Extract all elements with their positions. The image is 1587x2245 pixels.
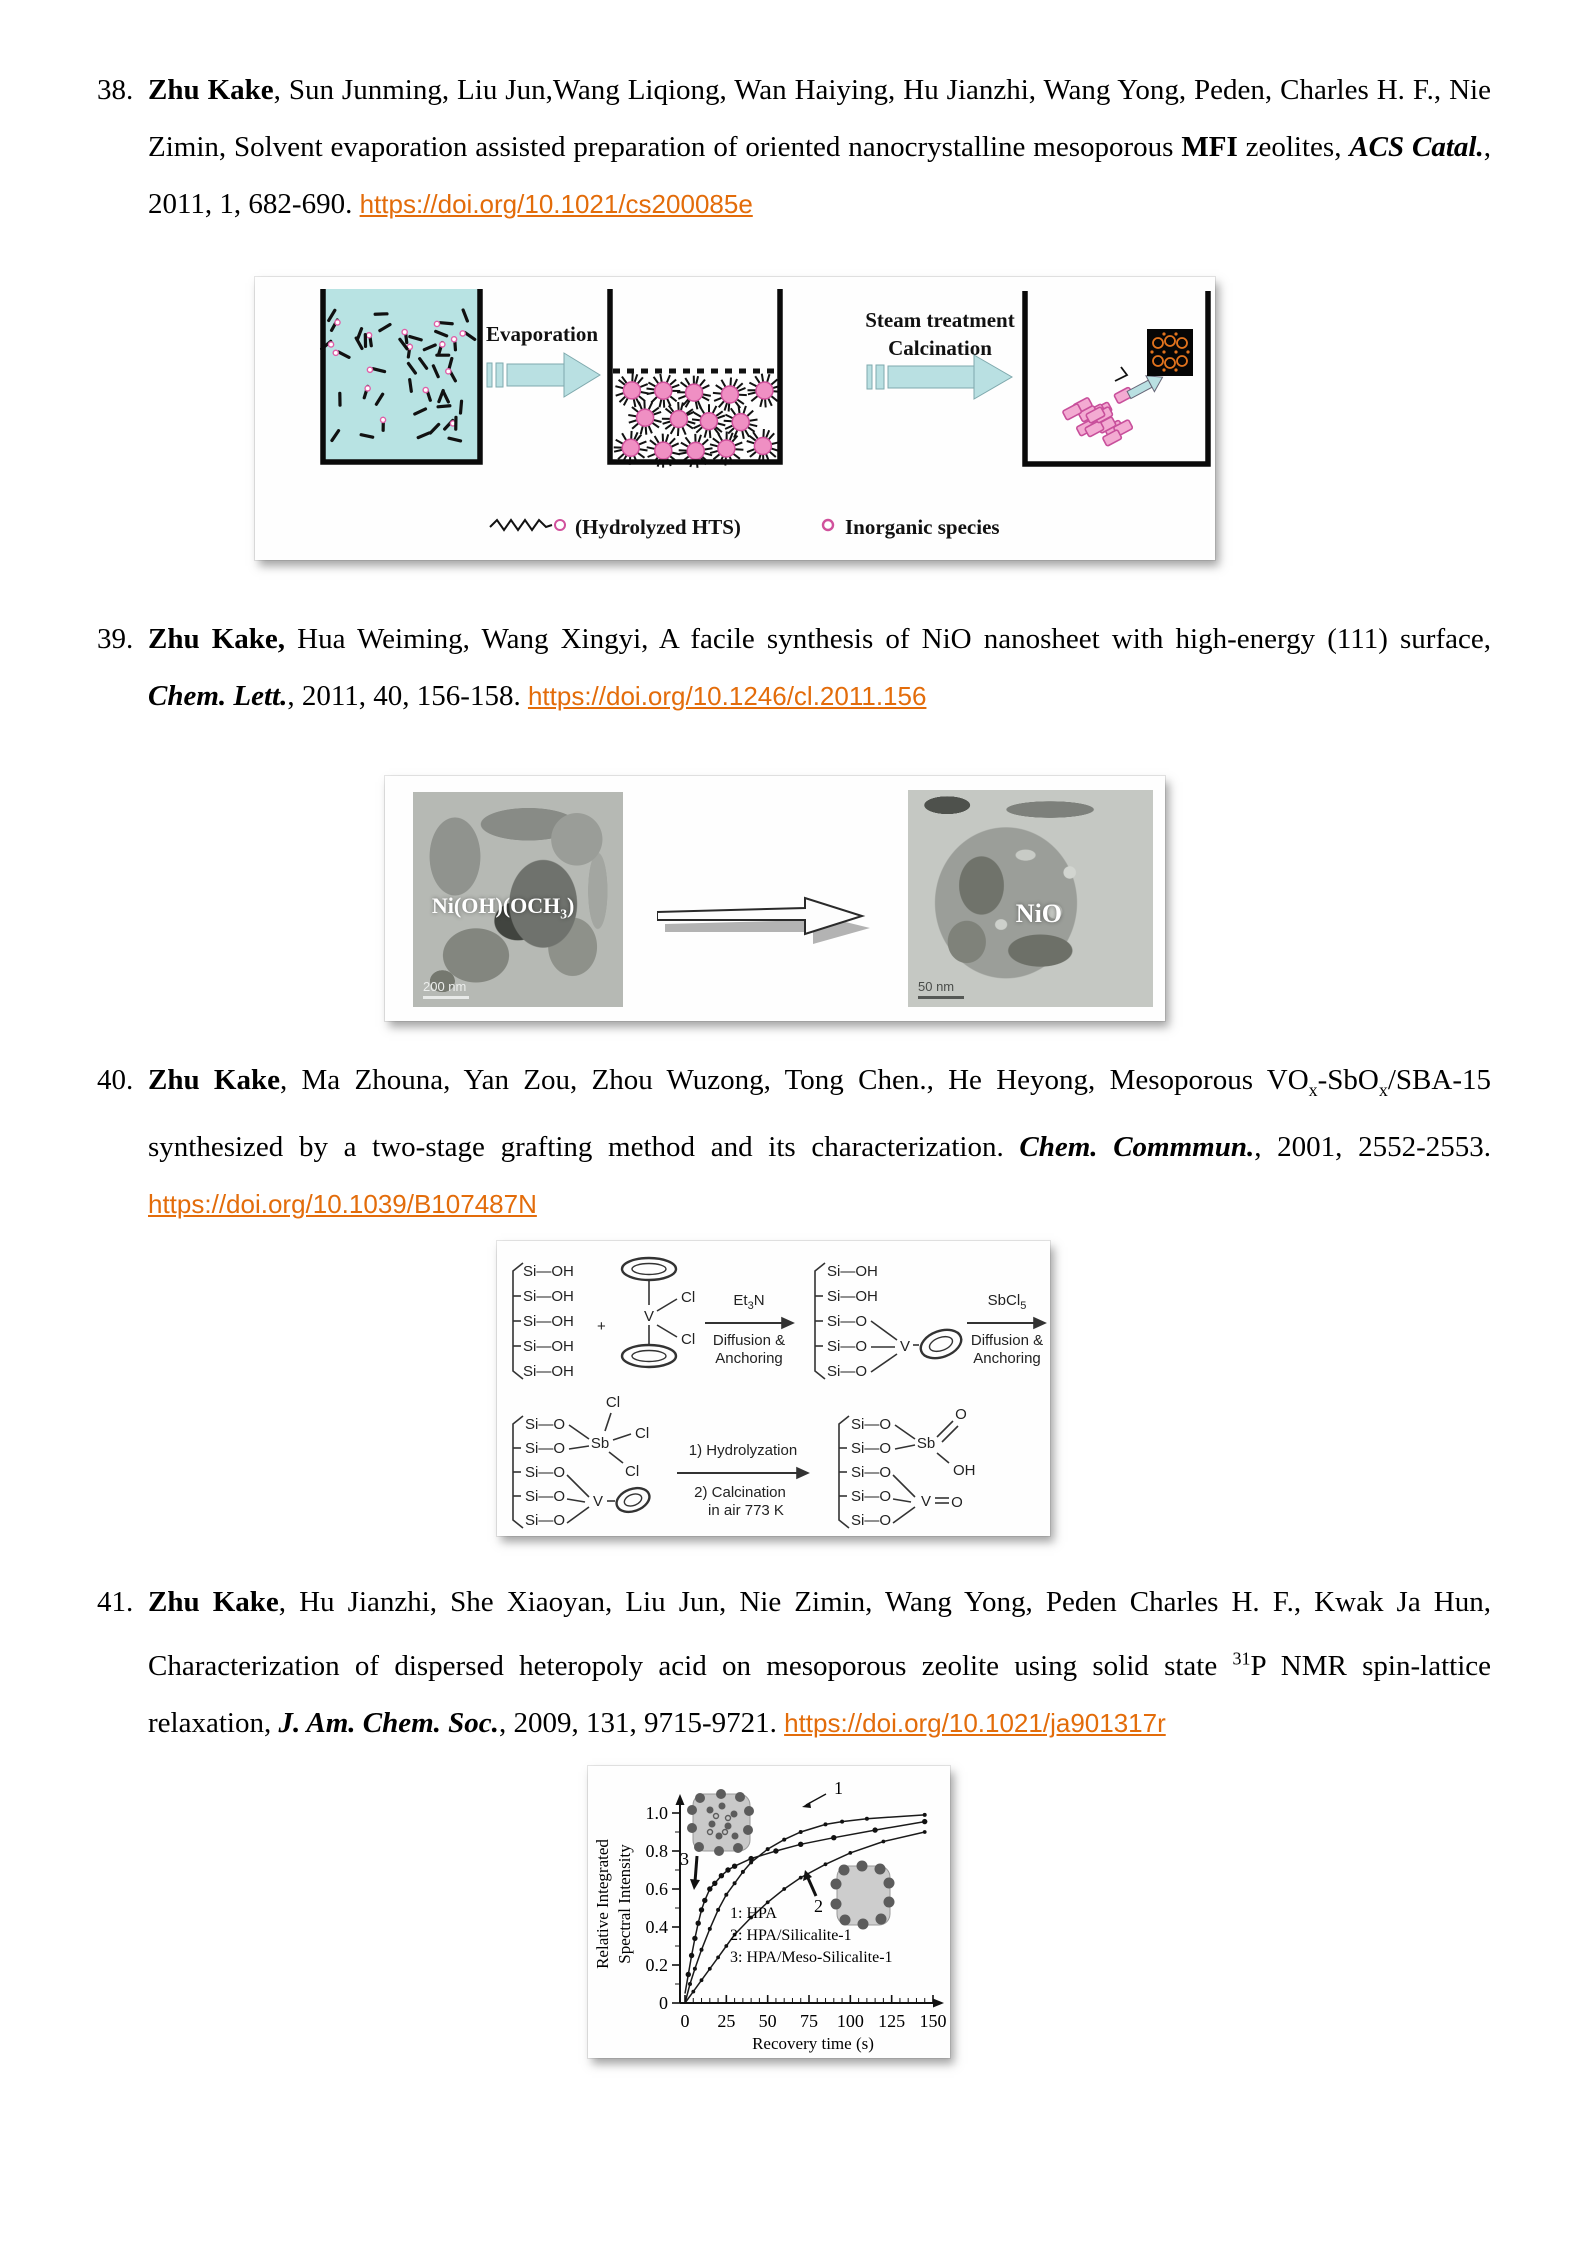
beaker1-fill: [323, 289, 480, 462]
svg-text:Cl: Cl: [605, 1393, 621, 1411]
reference-item-41: [97, 1574, 1491, 1753]
tem-right-label: NiO: [1015, 898, 1063, 928]
legend-inorganic-label: Inorganic species: [845, 515, 1000, 539]
svg-text:O: O: [951, 1493, 963, 1511]
doi-link[interactable]: https://doi.org/10.1039/B107487N: [148, 1188, 537, 1219]
reference-text-segment: Zhu Kake,: [148, 623, 286, 655]
svg-text:Si—O: Si—O: [525, 1463, 566, 1481]
reference-number: 40.: [97, 1064, 134, 1096]
reference-number: 41.: [97, 1585, 134, 1618]
x-axis-label: Recovery time (s): [752, 2034, 874, 2054]
svg-text:0.4: 0.4: [645, 1917, 668, 1938]
reference-text-segment: J. Am. Chem. Soc.: [278, 1707, 499, 1740]
scale-bar-left: 200 nm: [423, 979, 469, 999]
reference-text-segment: Zhu Kake: [148, 74, 274, 106]
svg-text:0: 0: [680, 2011, 690, 2032]
svg-text:0.8: 0.8: [645, 1841, 668, 1862]
reference-text-segment: , Hu Jianzhi, She Xiaoyan, Liu Jun, Nie Zimin, Wang Yong, Peden Charles H. F., Kwak Ja Hun, Characterization of dispersed heteropoly acid on mesoporous zeolite using solid state: [148, 1585, 1491, 1683]
hts-squiggle-icon: [490, 520, 552, 530]
svg-text:Si—O: Si—O: [827, 1312, 868, 1330]
et3n-label: $Et_3N$: [733, 1291, 765, 1312]
svg-text:0.2: 0.2: [645, 1955, 668, 1976]
inorganic-species-icon: [823, 520, 833, 530]
tem-image-nio: [908, 790, 1153, 1007]
reference-text-segment: zeolites,: [1237, 131, 1350, 163]
calcination-arrow: [888, 366, 974, 388]
steam-label-2: Calcination: [888, 336, 992, 360]
svg-text:Si—O: Si—O: [525, 1487, 566, 1505]
reference-text-segment: Hua Weiming, Wang Xingyi, A facile synthesis of NiO nanosheet with high-energy (111) surface,: [285, 623, 1491, 655]
svg-text:V: V: [920, 1492, 932, 1510]
reference-text: [148, 1064, 1491, 1220]
svg-text:100: 100: [836, 2011, 864, 2032]
svg-text:Cl: Cl: [681, 1330, 696, 1348]
tem-image-nioh: [413, 792, 623, 1007]
svg-text:V: V: [592, 1492, 604, 1510]
svg-text:V: V: [643, 1307, 655, 1325]
reference-text-segment: Chem. Lett.: [148, 680, 288, 712]
steam-label-1: Steam treatment: [865, 308, 1015, 332]
fig38-legend: [490, 515, 1000, 539]
svg-text:Anchoring: Anchoring: [715, 1349, 783, 1367]
svg-text:150: 150: [919, 2011, 947, 2032]
doi-link[interactable]: https://doi.org/10.1021/ja901317r: [784, 1708, 1166, 1739]
reaction-arrow: [657, 888, 897, 950]
svg-text:75: 75: [799, 2011, 818, 2032]
curve-label-3: 3: [680, 1849, 689, 1870]
evaporation-label: Evaporation: [485, 322, 599, 346]
svg-text:Si—OH: Si—OH: [523, 1312, 574, 1330]
svg-text:0: 0: [659, 1993, 668, 2014]
evaporation-arrow: [507, 364, 564, 386]
reference-text-segment: 31: [1232, 1648, 1251, 1669]
curve-label-1: 1: [834, 1778, 843, 1799]
svg-text:125: 125: [878, 2011, 906, 2032]
beaker3-content: [1062, 387, 1133, 446]
reference-text-segment: , Sun Junming, Liu Jun,Wang Liqiong, Wan Haiying, Hu Jianzhi, Wang Yong, Peden, Charles H. F., Nie Zimin, Solvent evaporation assisted preparation of oriented nanocrystalline mesoporous: [148, 74, 1491, 163]
reference-text-segment: MFI: [1181, 131, 1238, 163]
y-axis-label-1: Relative Integrated: [593, 1839, 612, 1970]
legend-entry-2: 2: HPA/Silicalite-1: [730, 1927, 852, 1945]
reference-item-39: [97, 611, 1491, 725]
svg-text:Cl: Cl: [681, 1288, 696, 1306]
reference-text: [148, 623, 1491, 712]
doi-link[interactable]: https://doi.org/10.1246/cl.2011.156: [527, 681, 927, 711]
reference-text: [148, 1586, 1491, 1740]
reference-text-segment: P NMR spin-lattice relaxation,: [148, 1650, 1491, 1740]
reference-text-segment: , 2011, 1, 682-690.: [148, 131, 1491, 220]
svg-text:Si—OH: Si—OH: [523, 1262, 574, 1280]
silicalite-inset: [831, 1861, 895, 1930]
svg-text:Cl: Cl: [625, 1462, 640, 1480]
svg-text:O: O: [955, 1405, 967, 1423]
svg-text:Diffusion &: Diffusion &: [970, 1331, 1044, 1349]
reference-text-segment: /SBA-15 synthesized by a two-stage grafting method and its characterization.: [148, 1064, 1491, 1163]
svg-text:Si—O: Si—O: [851, 1487, 892, 1505]
reference-number: 38.: [97, 74, 134, 106]
svg-text:Si—O: Si—O: [827, 1362, 868, 1380]
svg-text:2) Calcination: 2) Calcination: [694, 1483, 786, 1501]
y-axis-label-2: Spectral Intensity: [615, 1844, 634, 1965]
reference-text-segment: x: [1308, 1079, 1318, 1100]
svg-text:Si—O: Si—O: [851, 1511, 892, 1529]
svg-text:Si—O: Si—O: [827, 1337, 868, 1355]
reference-text-segment: , 2009, 131, 9715-9721.: [498, 1707, 785, 1740]
scheme-labels: [523, 1263, 1043, 1529]
svg-text:0.6: 0.6: [645, 1879, 668, 1900]
tem-left-label: $Ni(OH)(OCH_3)$: [431, 893, 575, 922]
svg-text:1) Hydrolyzation: 1) Hydrolyzation: [688, 1441, 798, 1459]
svg-text:Si—OH: Si—OH: [523, 1337, 574, 1355]
reference-text-segment: , Ma Zhouna, Yan Zou, Zhou Wuzong, Tong Chen., He Heyong, Mesoporous VO: [279, 1064, 1309, 1096]
hts-end-dot-icon: [555, 520, 565, 530]
svg-text:OH: OH: [953, 1461, 976, 1479]
reference-text-segment: Zhu Kake: [148, 1064, 280, 1096]
reference-text: [148, 74, 1491, 220]
svg-text:Si—OH: Si—OH: [523, 1362, 574, 1380]
svg-text:Sb: Sb: [916, 1434, 936, 1452]
reference-text-segment: , 2001, 2552-2553.: [1254, 1130, 1491, 1163]
meso-silicalite-inset: [687, 1789, 754, 1856]
zeolite-framework-inset: [1147, 329, 1193, 376]
relaxation-chart: [588, 1766, 950, 2058]
svg-text:50: 50: [758, 2011, 777, 2032]
reference-item-38: [97, 62, 1491, 233]
reference-text-segment: x: [1378, 1079, 1388, 1100]
svg-text:Si—OH: Si—OH: [827, 1262, 878, 1280]
sbcl5-label: SbCl$_5$: [987, 1291, 1027, 1312]
svg-text:Si—OH: Si—OH: [523, 1287, 574, 1305]
legend-entry-1: 1: HPA: [730, 1905, 777, 1923]
svg-text:Diffusion &: Diffusion &: [712, 1331, 786, 1349]
svg-text:25: 25: [717, 2011, 736, 2032]
svg-text:Sb: Sb: [590, 1434, 610, 1452]
scale-bar-right: 50 nm: [918, 979, 964, 999]
svg-text:Cl: Cl: [635, 1424, 650, 1442]
reference-text-segment: Zhu Kake: [148, 1585, 279, 1618]
fig39-tem-images: [385, 776, 1165, 1021]
svg-text:Si—O: Si—O: [525, 1439, 566, 1457]
fig40-svg: [497, 1241, 1050, 1536]
plus-sign: +: [597, 1317, 606, 1335]
svg-text:Si—O: Si—O: [851, 1415, 892, 1433]
doi-link[interactable]: https://doi.org/10.1021/cs200085e: [359, 189, 753, 219]
fig38-svg: [255, 277, 1215, 560]
svg-text:Si—O: Si—O: [525, 1511, 566, 1529]
svg-text:1.0: 1.0: [645, 1803, 668, 1824]
reference-text-segment: Chem. Commmun.: [1019, 1130, 1255, 1163]
curve-label-2: 2: [814, 1896, 823, 1917]
svg-text:Si—O: Si—O: [851, 1463, 892, 1481]
svg-text:Si—OH: Si—OH: [827, 1287, 878, 1305]
svg-text:in air 773 K: in air 773 K: [708, 1501, 784, 1519]
fig38-zeolite-scheme: [255, 277, 1215, 560]
reference-number: 39.: [97, 623, 134, 655]
reference-text-segment: -SbO: [1317, 1064, 1379, 1096]
svg-text:Si—O: Si—O: [525, 1415, 566, 1433]
legend-hts-label: (Hydrolyzed HTS): [575, 515, 741, 539]
fig41-relaxation-chart: [588, 1766, 950, 2058]
svg-text:V: V: [899, 1337, 911, 1355]
reference-text-segment: ACS Catal.: [1349, 131, 1484, 163]
svg-text:Anchoring: Anchoring: [973, 1349, 1041, 1367]
reference-item-40: [97, 1052, 1491, 1233]
svg-text:Si—O: Si—O: [851, 1439, 892, 1457]
reference-text-segment: , 2011, 40, 156-158.: [287, 680, 528, 712]
fig40-grafting-scheme: [497, 1241, 1050, 1536]
beaker2-content: [614, 373, 782, 467]
legend-entry-3: 3: HPA/Meso-Silicalite-1: [730, 1949, 893, 1967]
